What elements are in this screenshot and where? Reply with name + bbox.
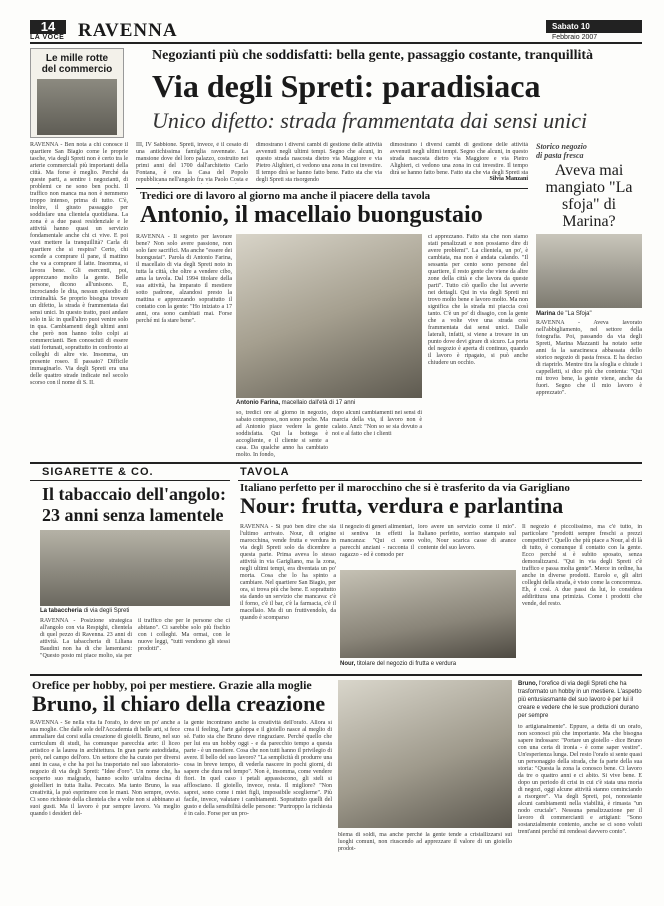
rotte-box (30, 48, 124, 138)
bruno-caption: Bruno, l'orefice di via degli Spreti che ha trasformato un hobby in un mestiere. L'aspetto più entusiasmante del suo lavoro è per lui il creare e vedere che le sue produzioni durano per sempre (518, 681, 642, 719)
tabacchi-body: RAVENNA - Posizione strategica all'angolo con via Respighi, clientela di quel pezzo di Ravenna. 23 anni di attività. La tabaccheria di Liliana Baudini non ha di che lamentarsi: "Questo posto mi piace molto, sia per il traffico che per le persone che ci abitano". Ci sarebbe solo più fischio con i colleghi. Ma ormai, con le nuove leggi, "tutti vendono gli stessi prodotti". (40, 618, 230, 659)
section-title: RAVENNA (78, 20, 178, 41)
antonio-col3: dopo alcuni cambiamenti nei sensi di marcia della via, il lavoro non è calato. Anzi: "Non so se sia dovuto a noi e al fatto che i clienti (332, 410, 422, 437)
antonio-rule (136, 188, 528, 189)
marina-kicker-2: di pasta fresca (536, 151, 584, 160)
antonio-col2: so, tredici ore al giorno in negozio, sabato compreso, non sono poche. Ma ad Antonio piace vedere la gente soddisfatta. Qui la bottega è accogliente, e il cliente si sente a casa. Da qualche anno ha cambiato molto. In fondo, (236, 410, 328, 458)
date-day: Sabato 10 (546, 20, 642, 33)
bruno-col1: RAVENNA - Se nella vita fa l'orafo, lo deve un po' anche a sua moglie. Che dalle sole dell'Accademia di belle arti, si fece ammaliare dai corsi sulla creazione di gioielli. Bruno, nel suo curriculum di studi, ha comunque parecchia arte: il liceo artistico e la laurea in architettura. In gran parte autodidatta, però, nel campo dell'oro. Un settore che ha curato per diversi anni in casa, e che ha poi ha trasportato nel suo laboratorio-negozio di via degli Spreti: "Idee d'oro". Un nome che, ha scoperto suo malgrado, hanno scelto un'altra decina di gioiellieri in tutta Italia. Peccato. Ma tanto Bruno, la sua creatività, la può esprimere con le mani. Non sempre, ovvio. Ci sono richieste della clientela che a volte non si abbinano ai suoi gusti. Ma il lavoro è pur sempre lavoro. Va meglio quando i desideri del- (30, 720, 180, 817)
marina-photo (536, 234, 642, 308)
main-subhead: Unico difetto: strada frammentata dai sensi unici (152, 108, 588, 133)
rotte-title-2: del commercio (41, 64, 113, 75)
marina-body: RAVENNA - Aveva lavorato nell'abbigliamento, nel settore della fotografia. Poi, passando da via degli Spreti, Marina Mazzanti ha notato sette anni fa la saracinesca abbassata dello storico negozio di pasta fresca. E ha deciso di riaprirlo. Mentre tira la sfoglia e chiude i cappelletti, si dice più che contenta: "Qui mi trovo bene, la gente viene, anche da fuori. Segno che il mio lavoro è apprezzato". (536, 320, 642, 396)
nour-kicker: Italiano perfetto per il marocchino che si è trasferito da via Garigliano (240, 482, 570, 494)
tabacchi-rule (30, 480, 230, 481)
main-col4: dimostrano i diversi cambi di gestione delle attività avvenuti negli ultimi tempi. Segno che alcuni, in questo strada nascosta dietro via Maggiore e via Pietro Alighieri, ci vedono una zona in cui investire. Il tempo dirà se hanno fatto bene. Fatto sta che via degli Spreti sta (390, 142, 528, 176)
date-month: Febbraio 2007 (552, 34, 598, 41)
main-byline: Silvia Manzani (489, 176, 528, 182)
marina-headline: Aveva mai mangiato "La sfoja" di Marina? (545, 162, 633, 230)
main-kicker: Negozianti più che soddisfatti: bella gente, passaggio costante, tranquillità (152, 48, 594, 63)
mid-rule (30, 462, 642, 464)
nour-rule (238, 480, 642, 481)
main-headline: Via degli Spreti: paradisiaca (152, 68, 541, 104)
nour-col4: Il negozio è piccolissimo, ma c'è tutto, in particolare "prodotti sempre freschi a prezzi competitivi". Quello che più piace a Nour, al di là di tutto, è comunque il contatto con la gente. Ecco perché si è subito sposato, senza demoralizzarsi. "Qui in via degli Spreti c'è traffico e passa molta gente". Merce in ordine, ha anche in diverse prodotti. Eurolo e, gli altri colleghi della strada, è visto come la concorrenza. Eh, è così. A due passi da lui, lo considera addirittura una primizia. Come i prodotti che vende, del resto. (522, 524, 642, 607)
antonio-caption: Antonio Farina, macellaio dall'età di 17 anni (236, 400, 356, 406)
bruno-headline: Bruno, il chiaro della creazione (32, 691, 326, 716)
nour-col3: loro avere un servizio come il mio". Italiano perfetto, sorriso stampato sul volto, Nour scarica casse di arance contente del suo lavoro. (418, 524, 516, 551)
antonio-kicker: Tredici ore di lavoro al giorno ma anche il piacere della tavola (140, 190, 431, 202)
nour-headline: Nour: frutta, verdura e parlantina (240, 493, 564, 518)
rotte-title-1: Le mille rotte (45, 53, 109, 64)
tabacchi-section: SIGARETTE & CO. (42, 466, 154, 478)
marina-caption: Marina de "La Sfoja" (536, 311, 592, 317)
header-rule (30, 42, 642, 44)
tabacchi-photo (40, 530, 230, 606)
bruno-kicker: Orefice per hobby, poi per mestiere. Grazie alla moglie (32, 678, 312, 692)
nour-col2: il negozio di generi alimentari, si sentiva in effetti la mancanza: "Qui ci sono parecchi anziani - racconta il ragazzo - ed è comodo per (340, 524, 414, 558)
lower-rule (30, 674, 642, 676)
bruno-col2: la gente incontrano anche la creatività dell'orafo. Allora sì crea il feeling, l'arte galoppa e il gioiello nasce al meglio di sé. Fatto sta che Bruno deve ringraziare. Perché quello che per lui era un hobby oggi - e da parecchio tempo a questa parte - è un mestiere. Cosa che non tutti hanno il privilegio di avere. Il bello del suo lavoro? "La semplicità di produrre una cosa in breve tempo, di vederla nascere in pochi giorni, di sapere che dura nel tempo". Non è, insomma, come vendere fiori. In quel caso i petali appassiscono, gli steli si afflosciano. Il gioiello, invece, resta. Il migliore? "Non saprei, sono come i miei figli, impossibile sceglierne". Più facile, invece, valutare i cambiamenti. Soprattutto quelli del gusto e della sensibilità delle persone: "Purtroppo la richiesta è in calo. Forse per un pro- (184, 720, 332, 817)
nour-section: TAVOLA (240, 466, 290, 478)
antonio-col1: RAVENNA - Il segreto per lavorare bene? Non solo avere passione, non solo fare sacrifici. Ma anche "essere dei buongustai". Parola di Antonio Farina, il macellaio di via degli Spreti noto in tutta la città, che oltre a vendere cibo, ama la tavola. Dal 1994 titolare della sua attività, ha imparato il mestiere sotto padrone, alzandosi presto la mattina e apprezzando soprattutto il contatto con la gente: "Ho iniziato a 17 anni, ora sono cambiati mai. Forse perché mi fa stare bene". (136, 234, 232, 324)
bruno-col4: to artigianalmente". Eppure, a detta di un orafo, non sconosci più che importante. Ma che bisogna sapere indossare: "Portare un gioiello - dice Bruno con una certa di ironia - è come saper vestire". Un'esperienza lunga. Del resto l'orafo si sente quasi un personaggio della strada, che fa parte della sua storia: "Questa la zona la conosco bene. Ci lavoro da tre o quattro anni e ci abito. Si vive bene. E dopo un periodo di crisi in cui c'è stata una morìa di negozi, oggi alcune attività stanno cominciando a risorgere". Via degli Spreti, poi, nonostante alcuni cambiamenti nella viabilità, è rimasta "un nodo cruciale". Nessuna penalizzazione per il lavoro di commercianti e artigiani: "Sono sostanzialmente contento, anche se ci sono voluti trent'anni perché mi rendessi davvero conto". (518, 724, 642, 835)
rotte-photo (37, 79, 117, 135)
main-col1: RAVENNA - Ben nota a chi conosce il quartiere San Biagio come le proprie tasche, via degli Spreti non è certo tra le arterie commerciali più importanti della città. Ma forse è meglio. Perché da queste parti, a sentire i negozianti, di problemi ce ne sono ben pochi. Il traffico non manca ma non è nemmeno troppo intenso, prima di tutto. C'è, inoltre, il giusto passaggio per soddisfare una clientela quotidiana. La zona è a due passi residenziale e le attività hanno quasi un servizio fondamentale anche chi ci vive. E poi vuoi mettere la tranquillità? Carla di quartiere che si respira? Certo, chi scende a comprare il pane, il mattino che va a comprare il latte. Insomma, si lavora bene. Gli esercenti, poi, apprezzano molto la gente. Belle persone, dicono all'unisono. E, incrociando le dita, nessun episodio di criminalità. Se proprio bisogna trovare un difetto, la strada è frammentata dai sensi unici. In questo tratto, puoi andare solo in là: in quell'altro puoi venire solo in qua. Cambiamenti degli ultimi anni che però non hanno tolto colpi ai commercianti. Ben conosciuti di essere stati fortunati, soprattutto in confronto ai colleghi di altre vie. Insomma, un presente roseo. Il passato? Difficile immaginarlo. Via degli Spreti era una delle quattro strade indicate nel secolo scorso con il nome di S. II. (30, 142, 128, 386)
main-col3: dimostrano i diversi cambi di gestione delle attività avvenuti negli ultimi tempi. Segno che alcuni, in questo strada nascosta dietro via Maggiore e via Pietro Alighieri, ci vedono una zona in cui investire. Il tempo dirà se hanno fatto bene. Fatto sta che via degli Spreti sta risorgendo (256, 142, 382, 183)
antonio-headline: Antonio, il macellaio buongustaio (140, 202, 483, 228)
tabacchi-caption: La tabaccheria di via degli Spreti (40, 608, 130, 614)
nour-caption: Nour, titolare del negozio di frutta e verdura (340, 661, 457, 667)
main-col2: III, IV Sabbione. Spreti, invece, è il cesato di una antichissima famiglia ravennate. La mansione dove del loro palazzo, costruito nei primi anni del 1700 dall'architetto Carlo Fontana, è ora la Casa del Popolo repubblicana nell'angolo fra via Paolo Costa e (136, 142, 248, 183)
antonio-col4: ci apprezzano. Fatto sta che non siamo stati penalizzati e non possiamo dire di avere problemi". La clientela, un po', è cambiata, ma non è andata calando. "Il sessanta per cento sono persone del quartiere, il resto gente che viene da altre zone della città e che lavora da queste parti". Tutto ciò quello che lui avverte nei dettagli. Qui in via degli Spreti mi trovo molto bene e lavoro molto. Ma non significa che la strada mi piaccia così tanto. C'è un po' di disagio, con la gente che a volte vive una strada così frammentata dai sensi unici. Dalle laterali, infatti, si viene a trovare in un punto dove devi girare di sicuro. La porta del negozio è aperta di continuo, quando il lavoro è ripagato, si può anche chiudere un occhio. (428, 234, 528, 366)
page-number: 14 (30, 20, 66, 34)
tabacchi-headline: Il tabaccaio dell'angolo: 23 anni senza lamentele (42, 484, 226, 525)
marina-kicker-1: Storico negozio (536, 142, 587, 151)
nour-photo (340, 570, 516, 658)
marina-box (536, 142, 642, 460)
bruno-photo (338, 680, 512, 828)
nour-col1: RAVENNA - Si può ben dire che sia l'ultimo arrivato. Nour, di origine marocchina, vende frutta e verdura in via degli Spreti solo da dicembre a questa parte. Prima aveva lo stesso attività in via Garigliano, ma la zona, negli ultimi tempi, era diventata un po' morta. Cosa che lo ha spinto a cambiare. Nel quartiere San Biagio, per ora, si trova più che bene. E soprattutto sta dando un servizio che mancava: c'è il forno, c'è il bar, c'è la farmacia, c'è il macellaio. Ma di un fruttivendolo, da quando è scomparso (240, 524, 336, 621)
bruno-col3: blema di soldi, ma anche perché la gente tende a cristallizzarsi sui luoghi comuni, non riuscendo ad apprezzare il valore di un gioiello prodot- (338, 832, 512, 852)
paper-name: LA VOCE (30, 34, 65, 41)
antonio-photo (236, 234, 422, 398)
